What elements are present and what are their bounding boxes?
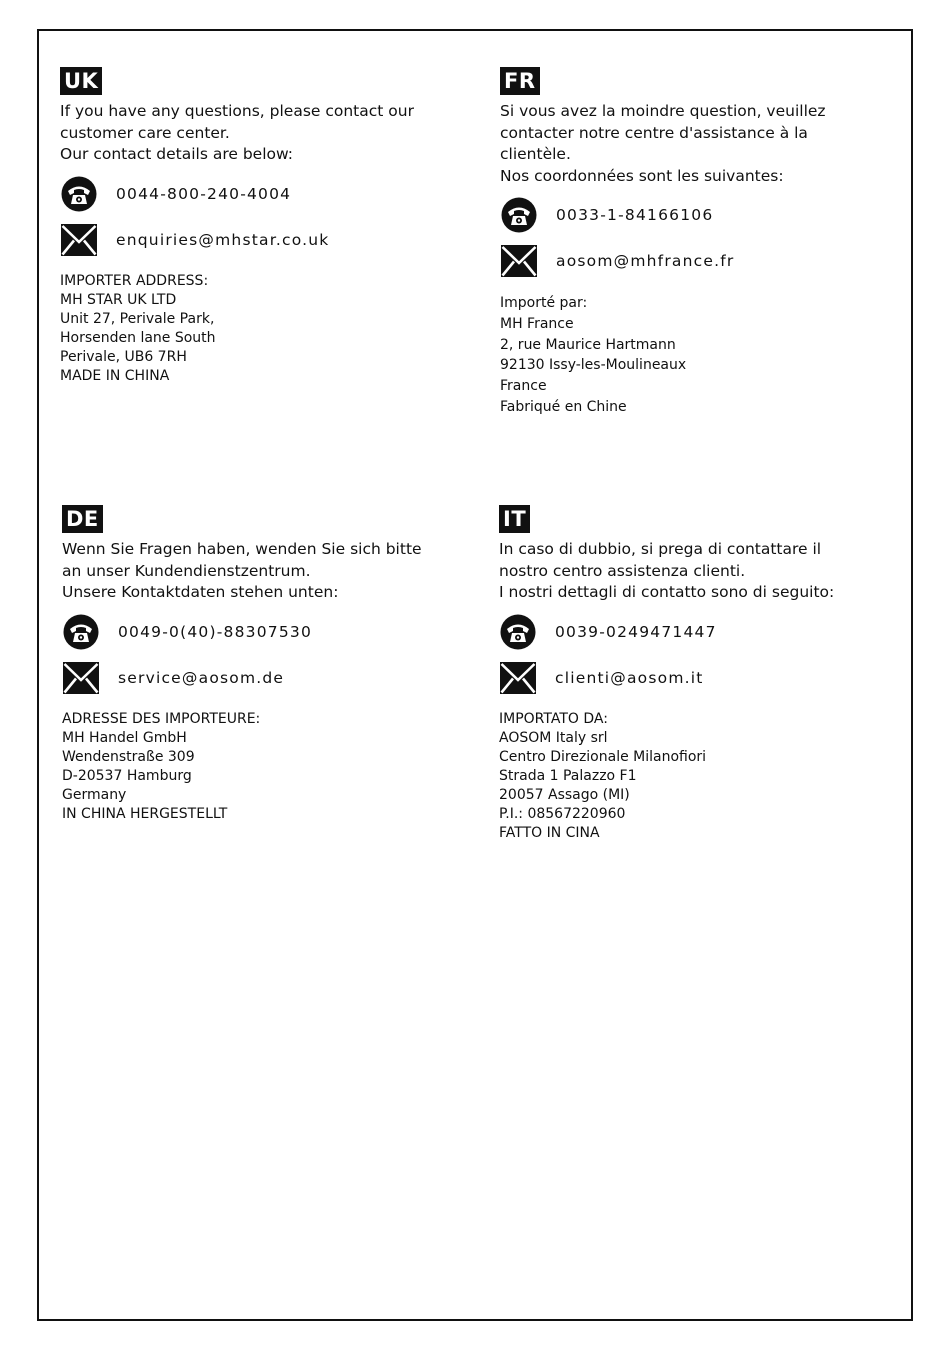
address-line: Centro Direzionale Milanofiori: [499, 748, 707, 765]
section-uk: [60, 67, 460, 386]
email-address[interactable]: service@aosom.de: [118, 668, 285, 687]
address-line: P.I.: 08567220960: [499, 805, 626, 822]
intro-text: [60, 101, 460, 166]
intro-line: an unser Kundendienstzentrum.: [62, 561, 311, 580]
intro-line: Unsere Kontaktdaten stehen unten:: [62, 583, 339, 601]
address-line: MH STAR UK LTD: [60, 291, 177, 308]
address-line: IMPORTATO DA:: [499, 710, 608, 727]
intro-line: If you have any questions, please contact our: [60, 102, 414, 120]
telephone-icon: [60, 176, 98, 212]
address-line: Strada 1 Palazzo F1: [499, 767, 637, 784]
address-line: MADE IN CHINA: [60, 367, 170, 384]
intro-line: nostro centro assistenza clienti.: [499, 561, 746, 580]
telephone-icon: [500, 197, 538, 233]
address-line: Unit 27, Perivale Park,: [60, 310, 215, 327]
phone-number[interactable]: 0049-0(40)-88307530: [118, 622, 313, 641]
intro-line: contacter notre centre d'assistance à la: [500, 123, 808, 142]
intro-line: Si vous avez la moindre question, veuillez: [500, 102, 826, 120]
intro-text: [500, 101, 900, 187]
intro-text: [62, 539, 462, 604]
address-line: Germany: [62, 786, 127, 803]
envelope-icon: [499, 660, 537, 696]
intro-text: [499, 539, 899, 604]
email-row: [500, 243, 900, 279]
section-fr: [500, 67, 900, 418]
intro-line: I nostri dettagli di contatto sono di seguito:: [499, 583, 835, 601]
country-badge: DE: [62, 505, 103, 533]
email-row: [62, 660, 462, 696]
intro-line: Wenn Sie Fragen haben, wenden Sie sich bitte: [62, 540, 422, 558]
country-badge: IT: [499, 505, 530, 533]
telephone-icon: [499, 614, 537, 650]
address-line: ADRESSE DES IMPORTEURE:: [62, 710, 261, 727]
intro-line: Our contact details are below:: [60, 145, 294, 163]
address-line: Perivale, UB6 7RH: [60, 348, 187, 365]
address-line: Fabriqué en Chine: [500, 398, 627, 415]
phone-number[interactable]: 0044-800-240-4004: [116, 184, 292, 203]
address-line: Wendenstraße 309: [62, 748, 195, 765]
address-line: 20057 Assago (MI): [499, 786, 630, 803]
email-row: [499, 660, 899, 696]
country-badge: FR: [500, 67, 540, 95]
intro-line: Nos coordonnées sont les suivantes:: [500, 166, 784, 185]
telephone-icon: [62, 614, 100, 650]
envelope-icon: [62, 660, 100, 696]
address-line: IN CHINA HERGESTELLT: [62, 805, 228, 822]
address-line: MH Handel GmbH: [62, 729, 187, 746]
address-line: Importé par:: [500, 295, 588, 311]
country-badge: UK: [60, 67, 102, 95]
email-address[interactable]: enquiries@mhstar.co.uk: [116, 230, 330, 249]
intro-line: In caso di dubbio, si prega di contattare il: [499, 540, 822, 558]
email-row: [60, 222, 460, 258]
importer-address: [499, 710, 899, 843]
phone-number[interactable]: 0039-0249471447: [555, 622, 717, 641]
email-address[interactable]: aosom@mhfrance.fr: [556, 252, 735, 270]
phone-row: [62, 614, 462, 650]
address-line: D-20537 Hamburg: [62, 767, 192, 784]
phone-row: [500, 197, 900, 233]
section-it: [499, 505, 899, 843]
intro-line: clientèle.: [500, 145, 571, 163]
envelope-icon: [500, 243, 538, 279]
importer-address: [60, 272, 460, 386]
address-line: IMPORTER ADDRESS:: [60, 272, 209, 289]
phone-number[interactable]: 0033-1-84166106: [556, 206, 714, 224]
address-line: AOSOM Italy srl: [499, 729, 608, 746]
importer-address: [62, 710, 462, 824]
phone-row: [60, 176, 460, 212]
section-de: [62, 505, 462, 824]
intro-line: customer care center.: [60, 123, 230, 142]
email-address[interactable]: clienti@aosom.it: [555, 668, 704, 687]
address-line: Horsenden lane South: [60, 329, 216, 346]
envelope-icon: [60, 222, 98, 258]
address-line: 2, rue Maurice Hartmann: [500, 336, 676, 353]
address-line: France: [500, 378, 547, 395]
importer-address: [500, 293, 900, 418]
address-line: MH France: [500, 315, 574, 332]
phone-row: [499, 614, 899, 650]
address-line: 92130 Issy-les-Moulineaux: [500, 357, 687, 374]
address-line: FATTO IN CINA: [499, 824, 600, 841]
